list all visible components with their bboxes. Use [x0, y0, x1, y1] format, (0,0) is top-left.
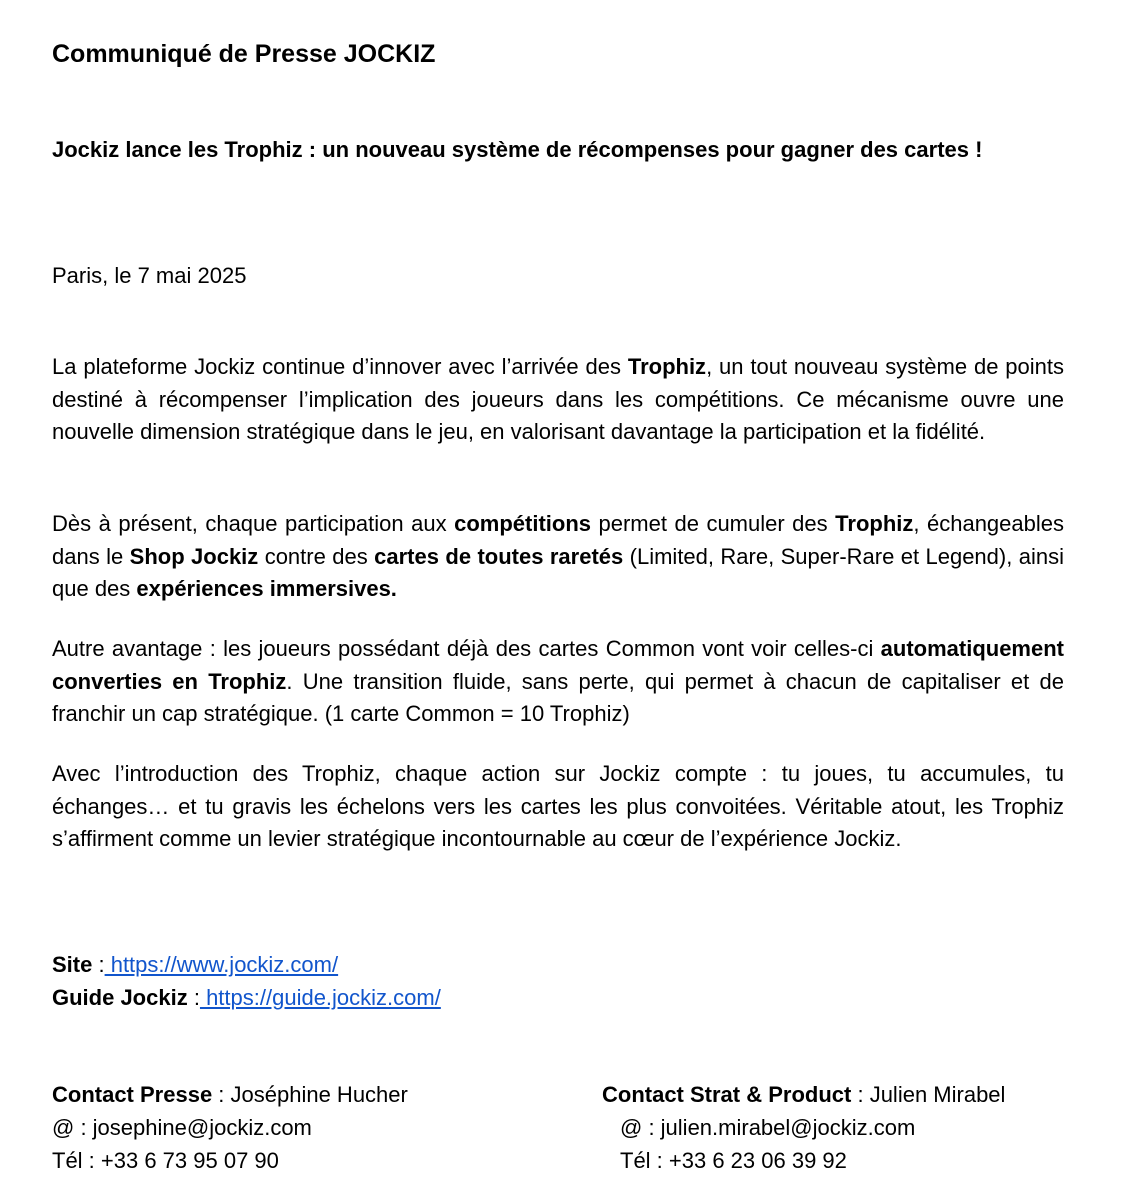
contact-product-name: : Julien Mirabel: [851, 1082, 1006, 1107]
contact-product-email: @ : julien.mirabel@jockiz.com: [620, 1115, 916, 1140]
contact-press: [52, 1078, 408, 1177]
contact-press-phone: Tél : +33 6 73 95 07 90: [52, 1148, 279, 1173]
contact-press-name: : Joséphine Hucher: [212, 1082, 408, 1107]
contact-product-phone: Tél : +33 6 23 06 39 92: [620, 1148, 847, 1173]
bold-run: Trophiz: [627, 354, 707, 379]
contact-product-name-line: [602, 1078, 1005, 1111]
page-title: Communiqué de Presse JOCKIZ: [52, 40, 436, 68]
contact-press-label: Contact Presse: [52, 1082, 213, 1107]
paragraph-conclusion: [52, 758, 1064, 856]
site-line: [52, 948, 441, 981]
links-block: [52, 948, 441, 1014]
paragraph-competitions: [52, 508, 1064, 606]
bold-run: Shop Jockiz: [129, 543, 259, 569]
text-run: Autre avantage : les joueurs possédant déjà des cartes Common vont voir celles-ci: [52, 636, 881, 661]
text-run: permet de cumuler des: [591, 511, 836, 536]
contact-press-email: @ : josephine@jockiz.com: [52, 1115, 312, 1140]
guide-line: [52, 981, 441, 1014]
paragraph-conversion: [52, 633, 1064, 731]
text-run: La plateforme Jockiz continue d’innover avec l’arrivée des: [52, 354, 628, 379]
guide-separator: :: [187, 985, 200, 1010]
bold-run: cartes de toutes raretés: [374, 543, 624, 569]
bold-run: compétitions: [454, 511, 592, 536]
text-run: (Limited, Rare, Super-Rare et Legend), ainsi que des: [52, 543, 1064, 601]
bold-run: automatiquement converties en Trophiz: [52, 636, 1064, 694]
guide-label: Guide Jockiz: [52, 985, 188, 1010]
dateline: Paris, le 7 mai 2025: [52, 263, 247, 288]
text-run: , un tout nouveau système de points destiné à récompenser l’implication des joueurs dans les compétitions. Ce mécanisme ouvre une nouvelle dimension stratégique dans le jeu, en valorisant davantage la participation et la fidélité.: [52, 354, 1064, 444]
paragraph-intro: [52, 351, 1064, 449]
headline: Jockiz lance les Trophiz : un nouveau système de récompenses pour gagner des cartes !: [52, 137, 983, 162]
text-run: Dès à présent, chaque participation aux: [52, 511, 455, 536]
text-run: , échangeables dans le: [52, 511, 1064, 569]
site-separator: :: [92, 952, 105, 977]
text-run: contre des: [258, 543, 375, 569]
contact-press-name-line: [52, 1078, 408, 1111]
contact-product-label: Contact Strat & Product: [602, 1082, 852, 1107]
text-run: . Une transition fluide, sans perte, qui permet à chacun de capitaliser et de franchir un cap stratégique. (1 carte Common = 10 Trophiz): [52, 668, 1064, 726]
bold-run: expériences immersives.: [136, 576, 397, 601]
text-run: Avec l’introduction des Trophiz, chaque action sur Jockiz compte : tu joues, tu accumules, tu échanges… et tu gravis les échelons vers les cartes les plus convoitées. Véritable atout, les Trophiz s’affirment comme un levier stratégique incontournable au cœur de l’expérience Jockiz.: [52, 761, 1064, 851]
contact-product: [602, 1078, 1005, 1177]
bold-run: Trophiz: [835, 511, 914, 536]
site-label: Site: [52, 952, 93, 977]
site-link[interactable]: https://www.jockiz.com/: [104, 952, 339, 977]
guide-link[interactable]: https://guide.jockiz.com/: [199, 985, 441, 1010]
